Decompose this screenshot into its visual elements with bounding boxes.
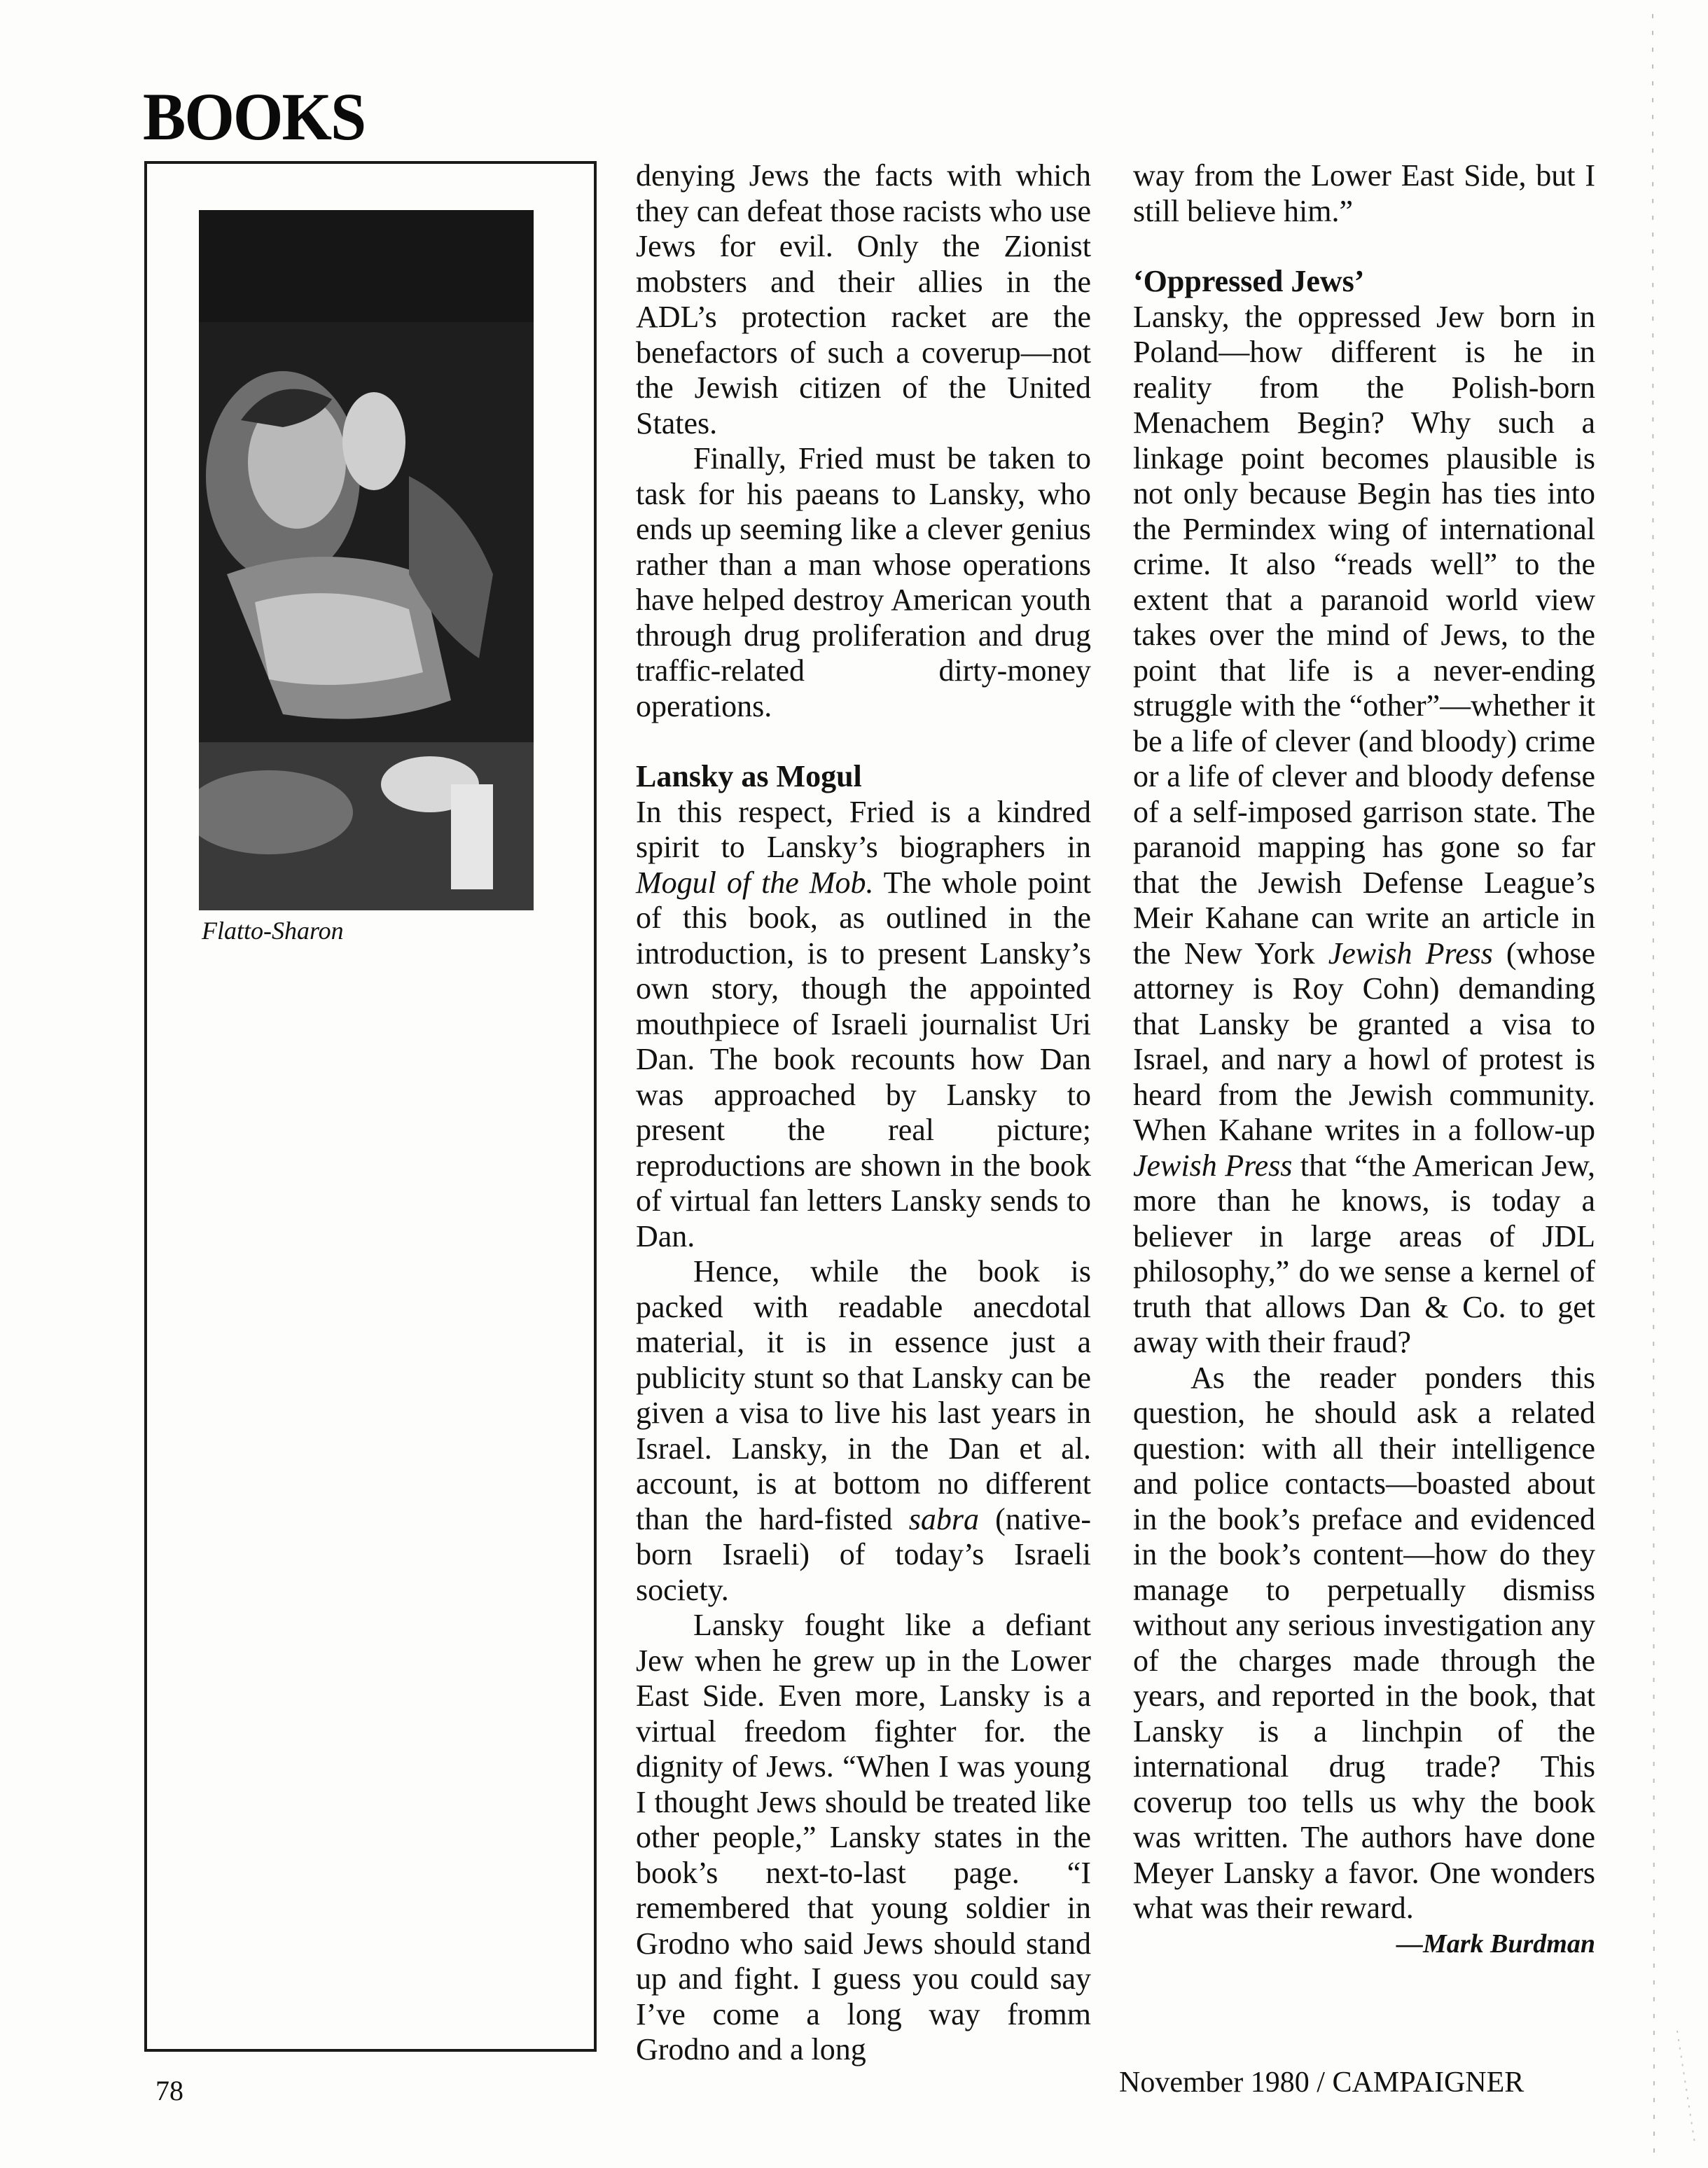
section-title: BOOKS xyxy=(143,78,366,154)
paragraph: denying Jews the facts with which they can defeat those racists who use Jews for evil. Only the Zionist mobsters and their allies in the ADL’s protection racket are the benefactors of such a coverup—not the Jewish citizen of the United States. xyxy=(636,158,1091,440)
publication-name: Jewish Press xyxy=(1133,1148,1293,1183)
subheading: ‘Oppressed Jews’ xyxy=(1133,264,1365,298)
photo-caption: Flatto-Sharon xyxy=(202,917,344,945)
issue-footer: November 1980 / CAMPAIGNER xyxy=(1119,2066,1525,2099)
italic-term: sabra xyxy=(908,1501,979,1536)
photo xyxy=(199,210,534,910)
paragraph: Hence, while the book is packed with readable anecdotal material, it is in essence just a publicity stunt so that Lansky can be given a visa to live his last years in Israel. Lansky, in the Dan et al. account, is at bottom no different than the hard-fisted sabra (native-born Israeli) of today’s Israeli society. xyxy=(636,1254,1091,1607)
paragraph: Finally, Fried must be taken to task for his paeans to Lansky, who ends up seeming like a clever genius rather than a man whose operations have helped destroy American youth through drug proliferation and drug traffic-related dirty-money operations. xyxy=(636,441,1091,723)
paragraph: As the reader ponders this question, he should ask a related question: with all their intelligence and police contacts—boasted about in the book’s preface and evidenced in the book’s content—how do they manage to perpetually dismiss without any serious investigation any of the charges made through the years, and reported in the book, that Lansky is a linchpin of the international drug trade? This coverup too tells us why the book was written. The authors have done Meyer Lansky a favor. One wonders what was their reward. xyxy=(1133,1360,1595,1925)
paragraph: Lansky, the oppressed Jew born in Poland—how different is he in reality from the Polish-born Menachem Begin? Why such a linkage point becomes plausible is not only because Begin has ties into the Permindex wing of international crime. It also “reads well” to the extent that a paranoid world view takes over the mind of Jews, to the point that life is a never-ending struggle with the “other”—whether it be a life of clever (and bloody) crime or a life of clever and bloody defense of a self-imposed garrison state. The paranoid mapping has gone so far that the Jewish Defense League’s Meir Kahane can write an article in the New York Jewish Press (whose attorney is Roy Cohn) demanding that Lansky be granted a visa to Israel, and nary a howl of protest is heard from the Jewish community. When Kahane writes in a follow-up Jewish Press that “the American Jew, more than he knows, is today a believer in large areas of JDL philosophy,” do we sense a kernel of truth that allows Dan & Co. to get away with their fraud? xyxy=(1133,299,1595,1359)
photo-portrait-image xyxy=(199,210,534,910)
paragraph: In this respect, Fried is a kindred spirit to Lansky’s biographers in Mogul of the Mob. The whole point of this book, as outlined in the introduction, is to present Lansky’s own story, though the appointed mouthpiece of Israeli journalist Uri Dan. The book recounts how Dan was approached by Lansky to present the real picture; reproductions are shown in the book of virtual fan letters Lansky sends to Dan. xyxy=(636,794,1091,1253)
scan-edge-marks xyxy=(1639,0,1708,2168)
author-byline: —Mark Burdman xyxy=(1396,1929,1595,1959)
paragraph: way from the Lower East Side, but I still believe him.” xyxy=(1133,158,1595,228)
article-column-middle xyxy=(636,158,1091,2068)
article-column-right xyxy=(1133,158,1595,1961)
subheading: Lansky as Mogul xyxy=(636,759,862,793)
page-number: 78 xyxy=(155,2075,183,2106)
book-title: Mogul of the Mob. xyxy=(636,865,874,900)
paragraph: Lansky fought like a defiant Jew when he grew up in the Lower East Side. Even more, Lansky is a virtual freedom fighter for. the dignity of Jews. “When I was young I thought Jews should be treated like other people,” Lansky states in the book’s next-to-last page. “I remembered that young soldier in Grodno who said Jews should stand up and fight. I guess you could say I’ve come a long way fromm Grodno and a long xyxy=(636,1608,1091,2066)
publication-name: Jewish Press xyxy=(1328,936,1493,971)
